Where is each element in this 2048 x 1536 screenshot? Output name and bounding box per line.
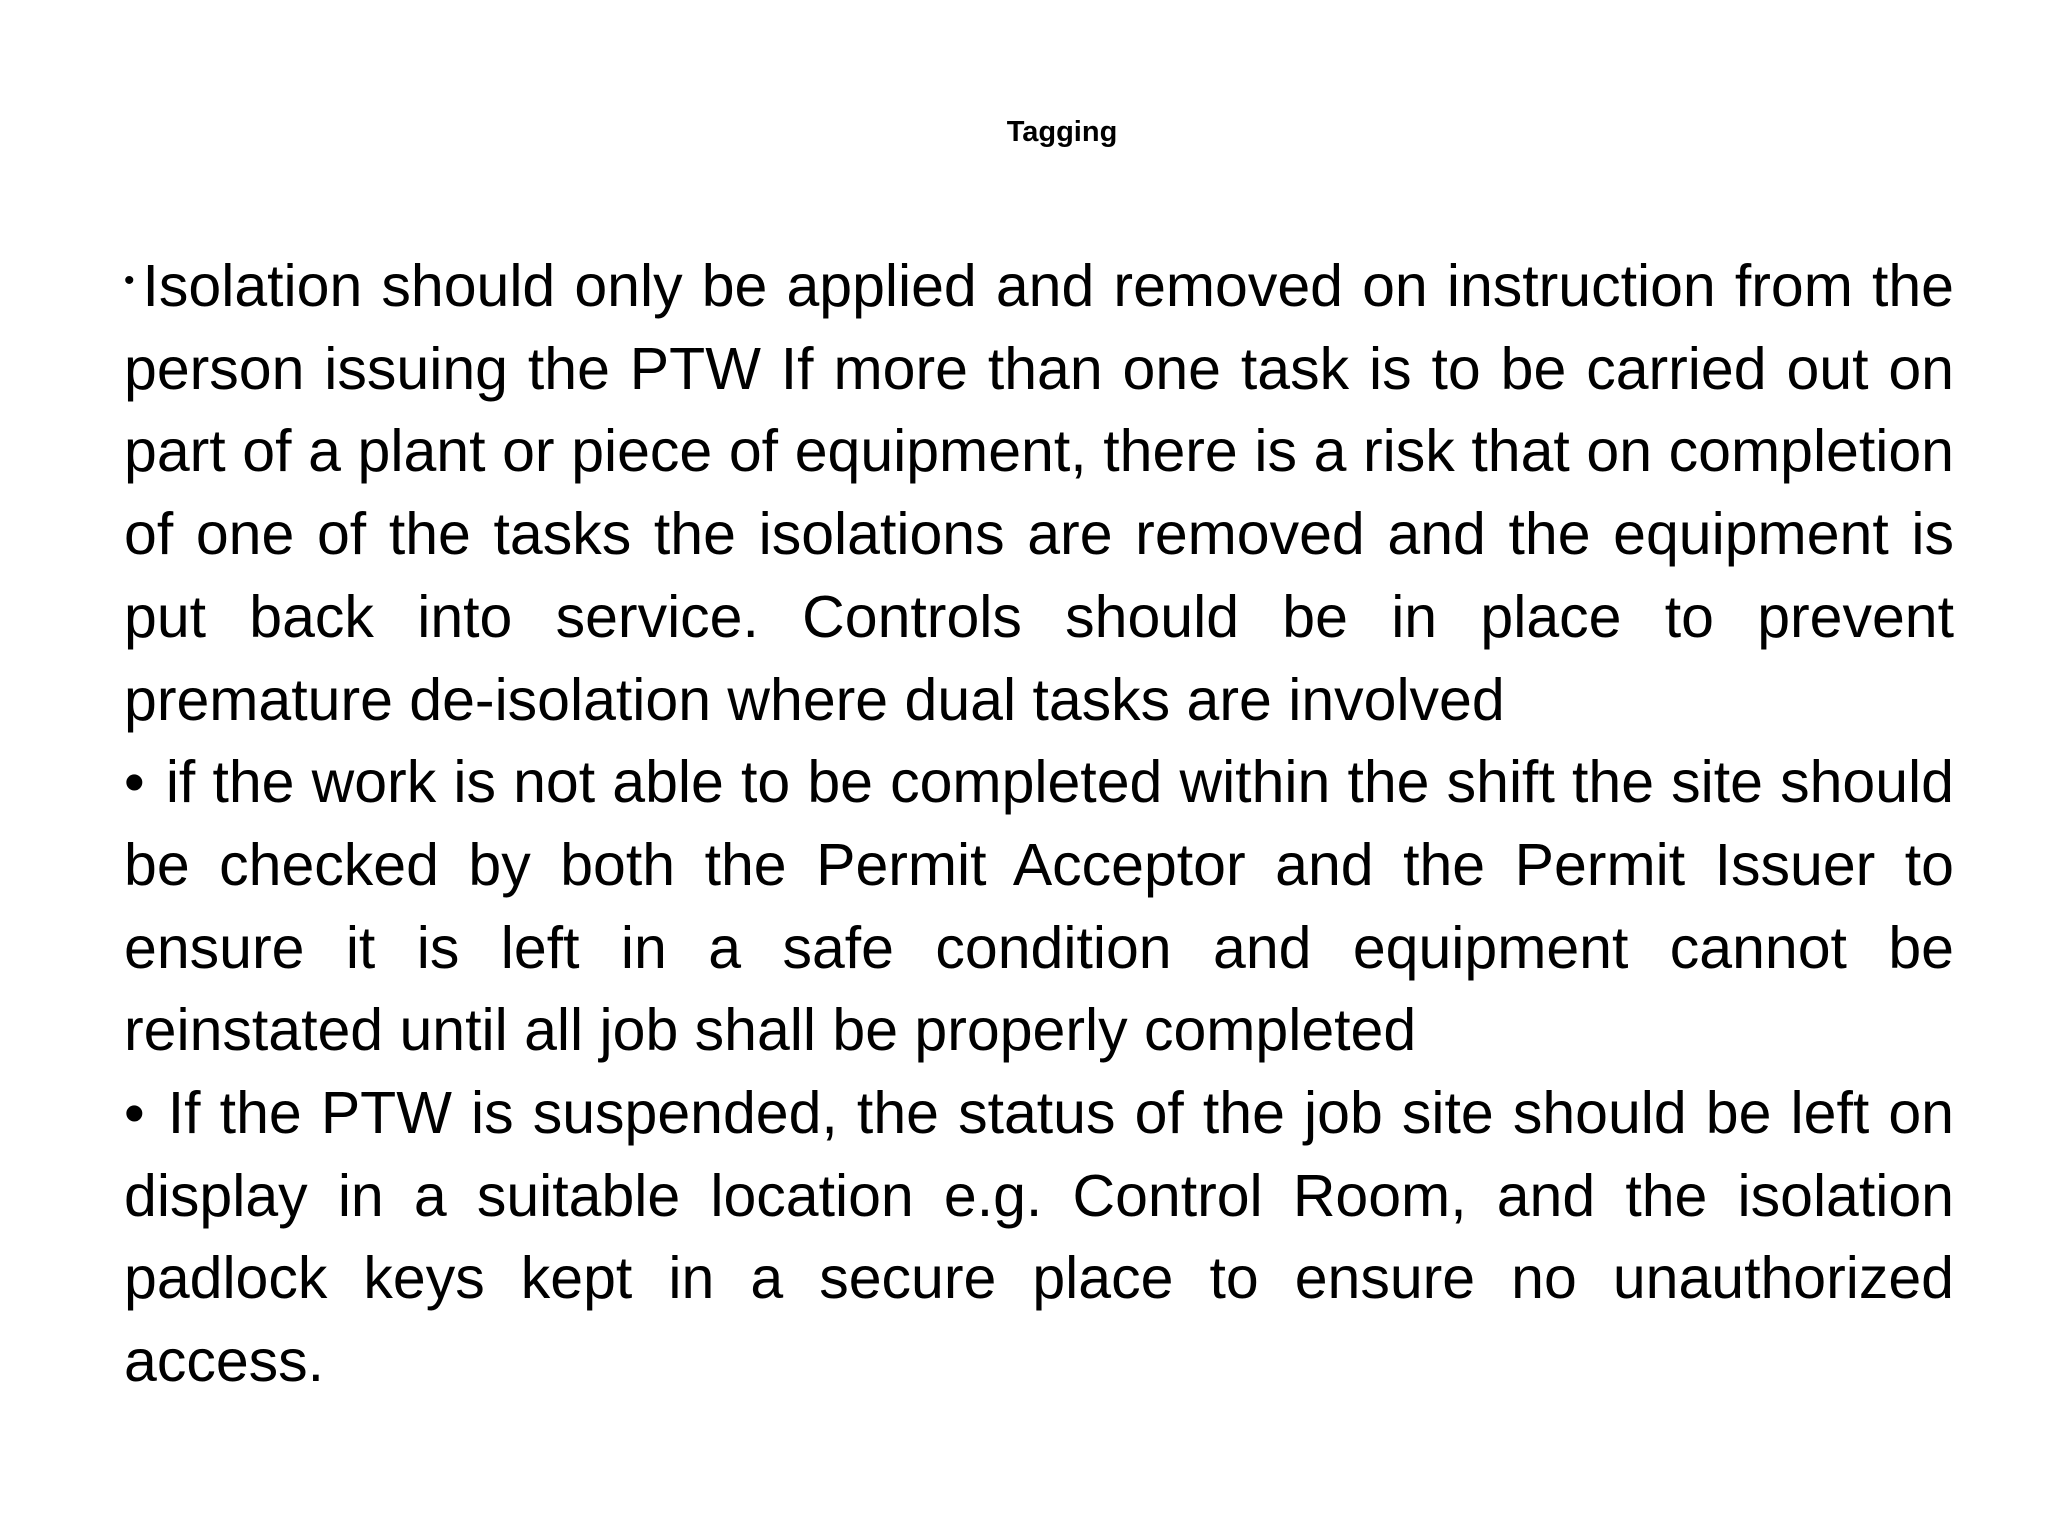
bullet-paragraph-2: [124, 741, 1954, 1072]
bullet-icon: •: [124, 264, 135, 297]
slide-title: Tagging: [1006, 116, 1118, 148]
slide-body: [124, 240, 1954, 1403]
bullet-icon: •: [124, 1080, 145, 1147]
bullet-paragraph-3: [124, 1072, 1954, 1403]
paragraph-text: Isolation should only be applied and removed on instruction from the person issuing the PTW If more than one task is to be carried out on part of a plant or piece of equipment, there is a risk that on completion of one of the tasks the isolations are removed and the equipment is put back into service. Controls should be in place to prevent premature de-isolation where dual tasks are involved: [124, 253, 1954, 733]
bullet-paragraph-1: [124, 240, 1954, 741]
paragraph-text: If the PTW is suspended, the status of the job site should be left on display in a suitable location e.g. Control Room, and the isolation padlock keys kept in a secure place to ensure no unauthorized access.: [124, 1080, 1954, 1395]
paragraph-text: if the work is not able to be completed within the shift the site should be checked by both the Permit Acceptor and the Permit Issuer to ensure it is left in a safe condition and equipment cannot be reinstated until all job shall be properly completed: [124, 749, 1954, 1064]
bullet-icon: •: [124, 749, 145, 816]
